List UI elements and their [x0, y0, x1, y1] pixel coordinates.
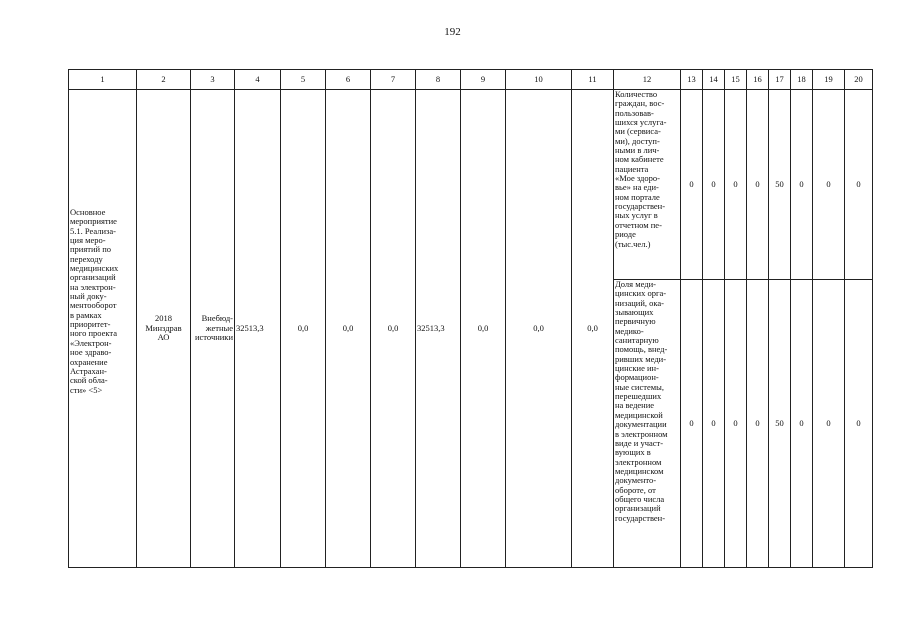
header-cell: 13	[681, 70, 703, 90]
indicator-value-cell: 0	[813, 280, 845, 568]
indicator-value-cell: 0	[703, 280, 725, 568]
header-cell: 4	[235, 70, 281, 90]
header-cell: 1	[69, 70, 137, 90]
indicator-value-cell: 0	[725, 280, 747, 568]
value-cell-10: 0,0	[506, 90, 572, 568]
value-cell-11: 0,0	[572, 90, 614, 568]
header-cell: 5	[281, 70, 326, 90]
value-cell-6: 0,0	[326, 90, 371, 568]
header-cell: 7	[371, 70, 416, 90]
program-table	[68, 69, 873, 568]
header-cell: 19	[813, 70, 845, 90]
header-cell: 10	[506, 70, 572, 90]
year-text: 2018	[155, 313, 172, 324]
executor-text: Минздрав АО	[145, 322, 182, 343]
indicator-value-cell: 0	[747, 90, 769, 280]
value-cell-8: 32513,3	[416, 90, 461, 568]
header-cell: 17	[769, 70, 791, 90]
header-cell: 18	[791, 70, 813, 90]
header-row	[69, 70, 873, 90]
indicator-value-cell: 0	[725, 90, 747, 280]
value-cell-4: 32513,3	[235, 90, 281, 568]
indicator-value-cell: 50	[769, 90, 791, 280]
header-cell: 9	[461, 70, 506, 90]
header-cell: 15	[725, 70, 747, 90]
year-cell	[137, 90, 191, 568]
value-cell-7: 0,0	[371, 90, 416, 568]
indicator-value-cell: 0	[681, 90, 703, 280]
header-cell: 20	[845, 70, 873, 90]
indicator-value-cell: 50	[769, 280, 791, 568]
header-cell: 8	[416, 70, 461, 90]
indicator-value-cell: 0	[845, 90, 873, 280]
indicator-value-cell: 0	[791, 90, 813, 280]
header-cell: 12	[614, 70, 681, 90]
indicator-value-cell: 0	[681, 280, 703, 568]
indicator-text-cell: Доля меди- цинских орга- низаций, ока- зывающих первичную медико- санитарную помощь, внед- ривших меди- цинские ин- формацион- ные системы, перешедших на ведение медицинской документации в электронном виде и участ- вующих в электронном медицинском документо- обороте, от общего числа организаций государствен-	[614, 280, 681, 568]
indicator-value-cell: 0	[703, 90, 725, 280]
indicator-value-cell: 0	[813, 90, 845, 280]
header-cell: 6	[326, 70, 371, 90]
header-cell: 16	[747, 70, 769, 90]
indicator-value-cell: 0	[747, 280, 769, 568]
header-cell: 11	[572, 70, 614, 90]
measure-name-cell: Основное мероприятие 5.1. Реализа- ция меро- приятий по переходу медицинских организаций на электрон- ный доку- ментооборот в рамках приоритет- ного проекта «Электрон- ное здраво- охранение Астрахан- ской обла- сти» <5>	[69, 90, 137, 568]
indicator-value-cell: 0	[845, 280, 873, 568]
page-number: 192	[444, 26, 461, 38]
value-cell-5: 0,0	[281, 90, 326, 568]
header-cell: 14	[703, 70, 725, 90]
indicator-text-cell: Количество граждан, вос- пользовав- шихся услуга- ми (сервиса- ми), доступ- ными в лич- ном кабинете пациента «Мое здоро- вье» на еди- ном портале государствен- ных услуг в отчетном пе- риоде (тыс.чел.)	[614, 90, 681, 280]
table-row	[69, 90, 873, 280]
header-cell: 2	[137, 70, 191, 90]
value-cell-9: 0,0	[461, 90, 506, 568]
header-cell: 3	[191, 70, 235, 90]
source-cell: Внебюд- жетные источники	[191, 90, 235, 568]
indicator-value-cell: 0	[791, 280, 813, 568]
